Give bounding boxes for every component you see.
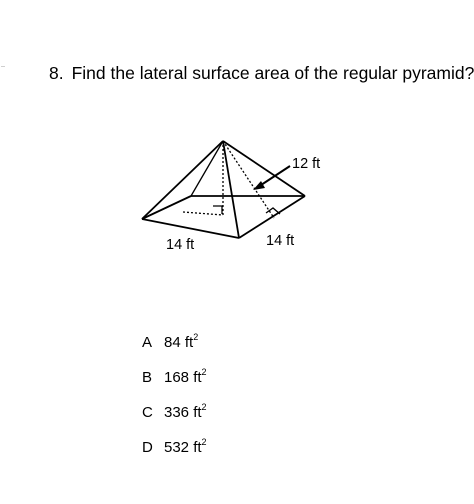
answer-choice-b[interactable] bbox=[142, 361, 207, 385]
answer-choice-c[interactable] bbox=[142, 396, 207, 420]
question-text: Find the lateral surface area of the regular pyramid? bbox=[71, 63, 474, 83]
choice-letter: A bbox=[142, 334, 153, 351]
base-right-edge bbox=[239, 196, 305, 238]
choice-letter: D bbox=[142, 439, 153, 456]
base-back-left-edge bbox=[142, 196, 191, 219]
base-front-label: 14 ft bbox=[166, 237, 195, 253]
choice-letter: B bbox=[142, 369, 153, 386]
answer-choice-d[interactable] bbox=[142, 431, 207, 455]
lateral-edge-front bbox=[223, 141, 239, 238]
slant-arrow-head bbox=[253, 181, 265, 190]
base-front-edge bbox=[142, 219, 239, 238]
choice-unit: $ft^2$ bbox=[193, 402, 207, 421]
choice-value: 532 bbox=[164, 439, 190, 456]
slant-height-dotted bbox=[223, 141, 274, 218]
slant-label-arrow bbox=[258, 166, 290, 187]
choice-unit: $ft^2$ bbox=[193, 437, 207, 456]
lateral-edge-left bbox=[142, 141, 223, 219]
lateral-edge-back bbox=[191, 141, 223, 196]
slant-height-label: 12 ft bbox=[292, 156, 321, 172]
choice-value: 84 bbox=[164, 334, 181, 351]
height-base-dotted bbox=[183, 212, 223, 215]
choice-value: 336 bbox=[164, 404, 190, 421]
choice-unit: $ft^2$ bbox=[193, 367, 207, 386]
height-right-angle-mark bbox=[213, 206, 222, 214]
choice-value: 168 bbox=[164, 369, 190, 386]
answer-choices bbox=[142, 326, 207, 466]
answer-choice-a[interactable] bbox=[142, 326, 207, 350]
choice-letter: C bbox=[142, 404, 153, 421]
base-right-label: 14 ft bbox=[266, 233, 295, 249]
choice-unit: $ft^2$ bbox=[184, 332, 199, 351]
question-number: 8. bbox=[49, 63, 64, 83]
